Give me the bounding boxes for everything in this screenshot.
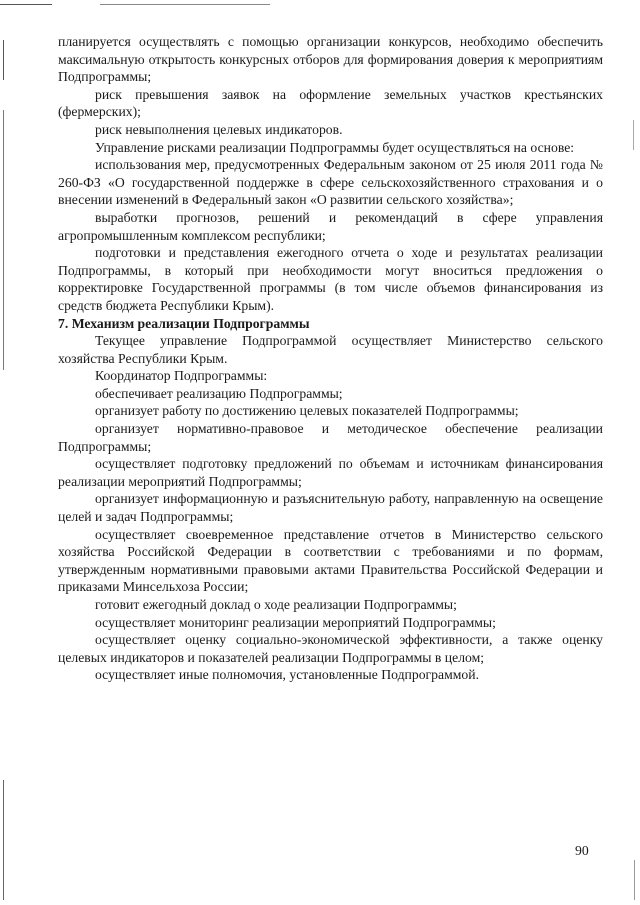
paragraph: осуществляет подготовку предложений по объемам и источникам финансирования реализации мероприятий Подпрограммы; bbox=[58, 456, 603, 489]
paragraph: организует информационную и разъяснительную работу, направленную на освещение целей и задач Подпрограммы; bbox=[58, 491, 603, 525]
paragraph: организует нормативно-правовое и методическое обеспечение реализации Подпрограммы; bbox=[58, 421, 603, 454]
paragraph: Координатор Подпрограммы: bbox=[95, 368, 268, 384]
scan-artifact-line bbox=[100, 4, 270, 5]
document-page bbox=[58, 33, 603, 684]
paragraph: использования мер, предусмотренных Федеральным законом от 25 июля 2011 года № 260-ФЗ «О государственной поддержке в сфере сельскохозяйственного страхования и о внесении изменений в Федеральный закон «О развитии сельского хозяйства»; bbox=[58, 157, 603, 208]
scan-artifact-line bbox=[3, 110, 4, 370]
paragraph: осуществляет иные полномочия, установленные Подпрограммой. bbox=[95, 667, 479, 683]
scan-artifact-line bbox=[3, 40, 4, 80]
paragraph: осуществляет оценку социально-экономической эффективности, а также оценку целевых индикаторов и показателей реализации Подпрограммы в целом; bbox=[58, 632, 603, 665]
paragraph: организует работу по достижению целевых показателей Подпрограммы; bbox=[95, 403, 519, 419]
scan-artifact-line bbox=[0, 4, 52, 5]
scan-artifact-line bbox=[3, 780, 4, 900]
paragraph: планируется осуществлять с помощью организации конкурсов, необходимо обеспечить максимальную открытость конкурсных отборов для формирования доверия к мероприятиям Подпрограммы; bbox=[58, 34, 603, 85]
paragraph: выработки прогнозов, решений и рекомендаций в сфере управления агропромышленным комплексом республики; bbox=[58, 209, 603, 243]
scan-artifact-line bbox=[633, 120, 634, 150]
paragraph: Текущее управление Подпрограммой осуществляет Министерство сельского хозяйства Республики Крым. bbox=[58, 333, 603, 366]
paragraph: риск невыполнения целевых индикаторов. bbox=[95, 121, 343, 137]
paragraph: подготовки и представления ежегодного отчета о ходе и результатах реализации Подпрограммы, в который при необходимости могут вноситься предложения о корректировке Государственной программы (в том числе объемов финансирования из средств бюджета Республики Крым). bbox=[58, 245, 603, 313]
paragraph: риск превышения заявок на оформление земельных участков крестьянских (фермерских); bbox=[58, 86, 603, 120]
paragraph: готовит ежегодный доклад о ходе реализации Подпрограммы; bbox=[95, 597, 457, 612]
paragraph: осуществляет своевременное представление отчетов в Министерство сельского хозяйства Российской Федерации в соответствии с требованиями и по формам, утвержденным нормативными правовыми актами Правительства Российской Федерации и приказами Минсельхоза России; bbox=[58, 526, 603, 595]
paragraph: осуществляет мониторинг реализации мероприятий Подпрограммы; bbox=[95, 614, 496, 630]
section-heading: 7. Механизм реализации Подпрограммы bbox=[58, 315, 310, 331]
paragraph: обеспечивает реализацию Подпрограммы; bbox=[95, 385, 343, 401]
paragraph: Управление рисками реализации Подпрограммы будет осуществляться на основе: bbox=[95, 139, 575, 155]
page-number: 90 bbox=[575, 843, 589, 858]
scan-artifact-line bbox=[634, 860, 635, 900]
